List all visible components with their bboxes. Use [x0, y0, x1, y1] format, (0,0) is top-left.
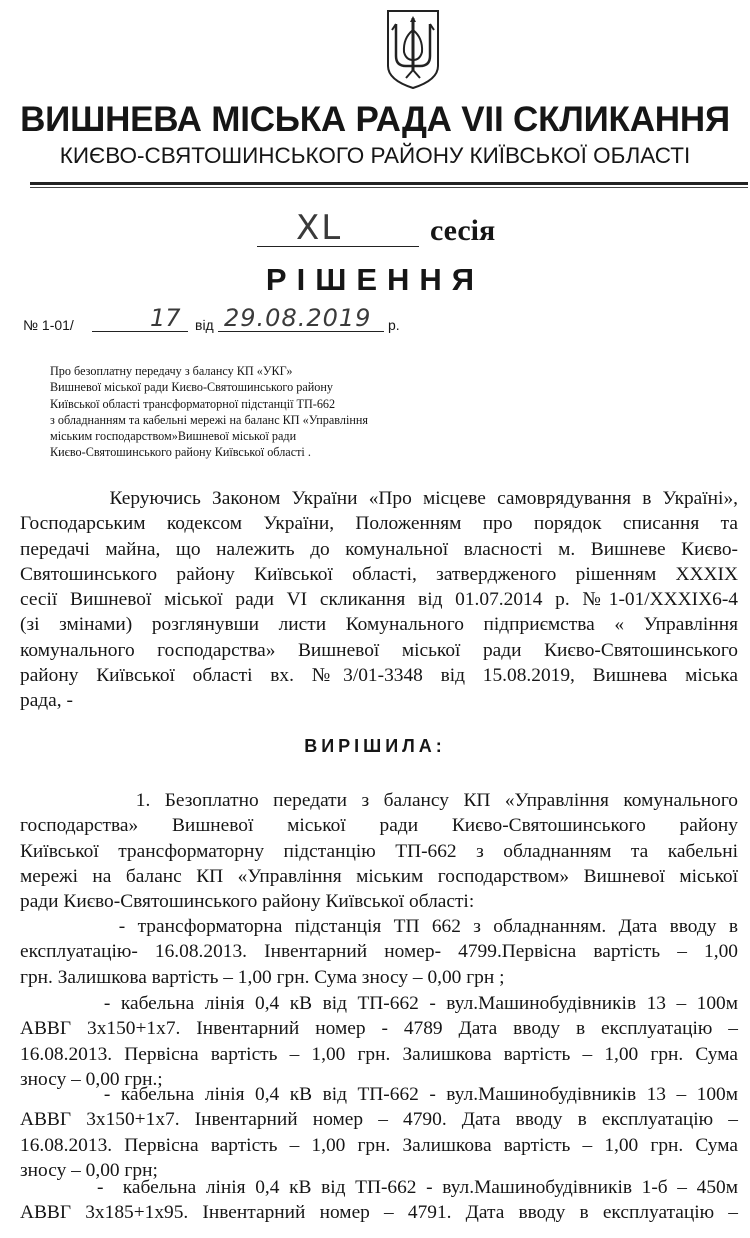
preamble-line: рада, - [20, 690, 73, 712]
item-1-paragraph [20, 788, 738, 914]
bullet-line: експлуатацію- 16.08.2013. Інвентарний номер- 4799.Первісна вартість – 1,00 [20, 941, 738, 963]
item-line: ради Києво-Святошинського району Київської області: [20, 891, 475, 913]
preamble-line: Святошинського району Київської області, затвердженого рішенням ХХХІХ [20, 563, 738, 585]
bullet-line: - кабельна лінія 0,4 кВ від ТП-662 - вул.Машинобудівників 13 – 100м [20, 993, 738, 1014]
reg-number: 17 [150, 304, 181, 332]
subject-line: з обладнанням та кабельні мережі на баланс КП «Управління [50, 412, 369, 427]
item-line: господарства» Вишневої міської ради Києво-Святошинського району [20, 815, 738, 837]
subject-line: Київської області трансформаторної підстанції ТП-662 [50, 396, 336, 411]
header-rule-thin [30, 187, 748, 188]
bullet-line: АВВГ 3х150+1х7. Інвентарний номер - 4789 Дата вводу в експлуатацію – [20, 1018, 738, 1040]
session-label: сесія [430, 214, 496, 247]
preamble-line: району Київської області вх. №3/01-3348 від 15.08.2019, Вишнева міська [20, 665, 738, 687]
item-line: мережі на баланс КП «Управління міським господарством» Вишневої міської [20, 865, 738, 887]
header-rule-thick [30, 182, 748, 185]
preamble-line: сесії Вишневої міської ради VI скликання від 01.07.2014 р. №1-01/ХХХІХ6-4 [20, 589, 738, 611]
bullet-line: 16.08.2013. Первісна вартість – 1,00 грн. Залишкова вартість – 1,00 грн. Сума [20, 1134, 738, 1156]
session-number: XL [296, 208, 343, 248]
decision-date: 29.08.2019 [224, 304, 372, 332]
bullet-line: грн. Залишкова вартість – 1,00 грн. Сума зносу – 0,00 грн ; [20, 966, 505, 988]
date-label: від [195, 317, 214, 333]
bullet-line: - трансформаторна підстанція ТП 662 з обладнанням. Дата вводу в [20, 916, 738, 937]
council-name: ВИШНЕВА МІСЬКА РАДА VII СКЛИКАННЯ [20, 100, 730, 139]
bullet-cable-4791 [20, 1175, 738, 1226]
date-suffix: р. [388, 317, 400, 333]
bullet-line: АВВГ 3х150+1х7. Інвентарний номер – 4790. Дата вводу в експлуатацію – [20, 1109, 738, 1131]
decision-title: РІШЕННЯ [265, 262, 485, 297]
item-line: Київської трансформаторну підстанцію ТП-662 з обладнанням та кабельні [20, 840, 738, 862]
bullet-line: зносу – 0,00 грн.; [20, 1068, 163, 1090]
resolved-title: ВИРІШИЛА: [304, 736, 446, 756]
district-name: КИЄВО-СВЯТОШИНСЬКОГО РАЙОНУ КИЇВСЬКОЇ ОБЛАСТІ [59, 143, 691, 168]
bullet-cable-4789 [20, 991, 738, 1092]
subject-block [50, 363, 430, 461]
bullet-line: АВВГ 3х185+1х95. Інвентарний номер – 4791. Дата вводу в експлуатацію – [20, 1202, 738, 1224]
preamble-line: передачі майна, що належить до комунальної власності м. Вишневе Києво- [20, 538, 738, 560]
bullet-line: - кабельна лінія 0,4 кВ від ТП-662 - вул.Машинобудівників 13 – 100м [20, 1084, 738, 1105]
preamble-line: (зі змінами) розглянувши листи Комунального підприємства « Управління [20, 614, 738, 636]
trident-emblem-icon [384, 8, 442, 90]
bullet-line: зносу – 0,00 грн; [20, 1159, 158, 1181]
bullet-line: 16.08.2013. Первісна вартість – 1,00 грн. Залишкова вартість – 1,00 грн. Сума [20, 1043, 738, 1065]
subject-line: Києво-Святошинського району Київської області . [50, 445, 311, 460]
subject-line: Про безоплатну передачу з балансу КП «УКГ» [50, 364, 293, 378]
preamble-line: Керуючись Законом України «Про місцеве самоврядування в Україні», [20, 488, 738, 509]
preamble-paragraph [20, 486, 738, 714]
subject-line: Вишневої міської ради Києво-Святошинського району [50, 380, 333, 395]
bullet-transformer [20, 914, 738, 990]
item-line: 1. Безоплатно передати з балансу КП «Управління комунального [20, 790, 738, 811]
preamble-line: комунального господарства» Вишневої міської ради Києво-Святошинського [20, 639, 738, 661]
bullet-line: - кабельна лінія 0,4 кВ від ТП-662 - вул.Машинобудівників 1-б – 450м [20, 1177, 738, 1198]
subject-line: міським господарством»Вишневої міської ради [50, 429, 297, 444]
bullet-cable-4790 [20, 1082, 738, 1183]
preamble-line: Господарським кодексом України, Положенням про порядок списання та [20, 513, 738, 535]
reg-number-prefix: № 1-01/ [23, 317, 74, 333]
